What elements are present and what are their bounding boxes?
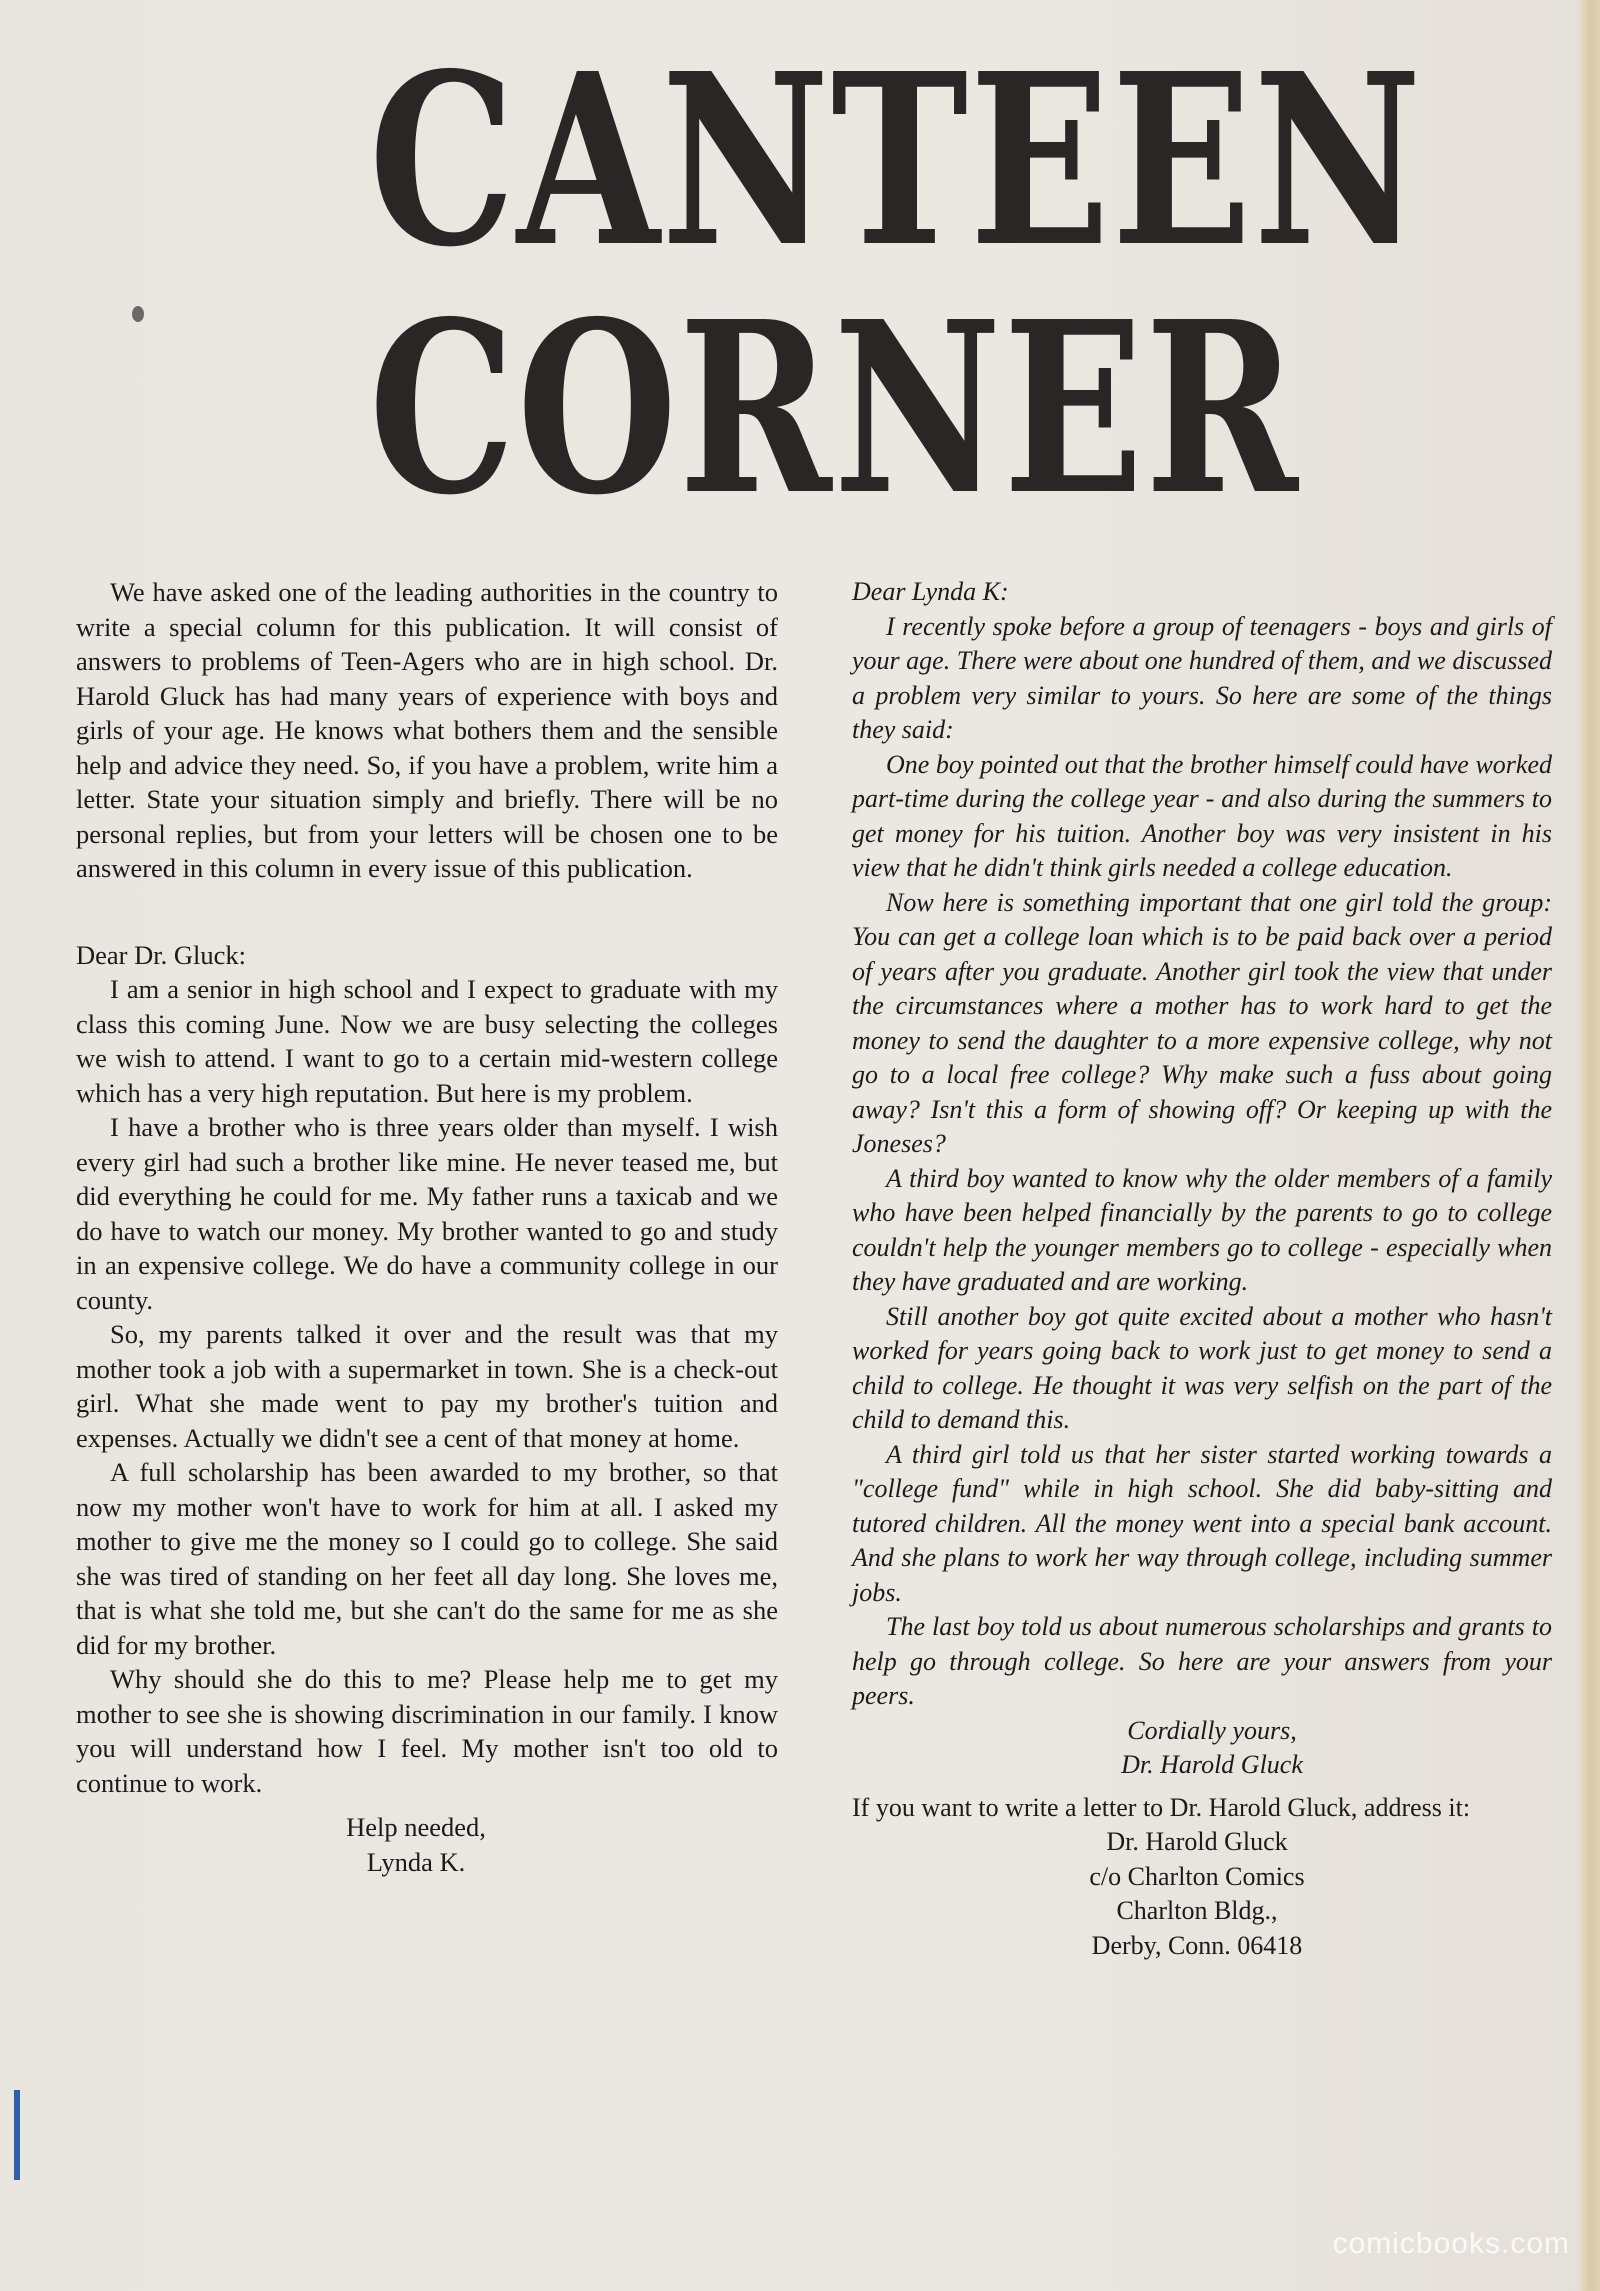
address-line: Derby, Conn. 06418 (1091, 1930, 1303, 1960)
reply-paragraph: Still another boy got quite excited about a mother who hasn't worked for years going back to work just to get money to send a child to college. He thought it was very selfish on the part of the child to demand this. (852, 1301, 1552, 1434)
reply-paragraph: A third boy wanted to know why the older members of a family who have been helped financially by the parents to go to college couldn't help the younger members go to college - especially when they have graduated and are working. (852, 1163, 1552, 1296)
intro-paragraph: We have asked one of the leading authorities in the country to write a special column for this publication. It will consist of answers to problems of Teen-Agers who are in high school. Dr. Harold Gluck has had many years of experience with boys and girls of your age. He knows what bothers them and the sensible help and advice they need. So, if you have a problem, write him a letter. State your situation simply and briefly. There will be no personal replies, but from your letters will be chosen one to be answered in this column in every issue of this publication. (76, 577, 778, 883)
reply-signature: Dr. Harold Gluck (1121, 1750, 1303, 1779)
address-line: c/o Charlton Comics (1089, 1861, 1305, 1891)
letter-paragraph: Why should she do this to me? Please help me to get my mother to see she is showing discrimination in our family. I know you will understand how I feel. My mother isn't too old to continue to work. (76, 1664, 778, 1798)
address-line: Dr. Harold Gluck (1106, 1827, 1288, 1856)
left-column (76, 575, 778, 1879)
reply-salutation: Dear Lynda K: (852, 577, 1009, 606)
letter-paragraph: So, my parents talked it over and the result was that my mother took a job with a supermarket in town. She is a check-out girl. What she made went to pay my brother's tuition and expenses. Actually we didn't see a cent of that money at home. (76, 1319, 778, 1453)
reply-paragraph: I recently spoke before a group of teenagers - boys and girls of your age. There were about one hundred of them, and we discussed a problem very similar to yours. So here are some of the things they said: (852, 611, 1552, 744)
reply-paragraph: The last boy told us about numerous scholarships and grants to help go through college. So here are your answers from your peers. (852, 1612, 1552, 1710)
letter-paragraph: I have a brother who is three years older than myself. I wish every girl had such a brother like mine. He never teased me, but did everything he could for me. My father runs a taxicab and we do have to watch our money. My brother wanted to go and study in an expensive college. We do have a community college in our county. (76, 1112, 778, 1315)
letter-signoff: Help needed, (346, 1812, 486, 1842)
ink-smudge (132, 306, 144, 322)
address-note: If you want to write a letter to Dr. Harold Gluck, address it: (852, 1792, 1471, 1822)
margin-mark (14, 2090, 20, 2180)
page-title-line1: CANTEEN (368, 21, 1424, 299)
reply-paragraph: A third girl told us that her sister started working towards a "college fund" while in high school. She did baby-sitting and tutored children. All the money went into a special bank account. And she plans to work her way through college, including summer jobs. (852, 1439, 1552, 1607)
page-edge (1580, 0, 1600, 2291)
reply-paragraph: One boy pointed out that the brother himself could have worked part-time during the college year - and also during the summers to get money for his tuition. Another boy was very insistent in his view that he didn't think girls needed a college education. (852, 749, 1552, 882)
watermark: comicbooks.com (1332, 2227, 1570, 2260)
letter-paragraph: A full scholarship has been awarded to my brother, so that now my mother won't have to work for him at all. I asked my mother to give me the money so I could go to college. She said she was tired of standing on her feet all day long. She loves me, that is what she told me, but she can't do the same for me as she did for my brother. (76, 1457, 778, 1660)
right-column (852, 575, 1552, 1963)
letter-signature: Lynda K. (366, 1846, 466, 1877)
reply-closing: Cordially yours, (1127, 1715, 1297, 1745)
reply-paragraph: Now here is something important that one girl told the group: You can get a college loan which is to be paid back over a period of years after you graduate. Another girl took the view that under the circumstances where a mother has to work hard to get the money to send the daughter to a more expensive college, why not go to a local free college? Why make such a fuss about going away? Isn't this a form of showing off? Or keeping up with the Joneses? (852, 887, 1552, 1158)
page-title-line2: CORNER (368, 269, 1300, 547)
letter-paragraph: I am a senior in high school and I expect to graduate with my class this coming June. Now we are busy selecting the colleges we wish to attend. I want to go to a certain mid-western college which has a very high reputation. But here is my problem. (76, 974, 778, 1108)
address-line: Charlton Bldg., (1116, 1896, 1278, 1925)
letter-salutation: Dear Dr. Gluck: (76, 939, 246, 970)
